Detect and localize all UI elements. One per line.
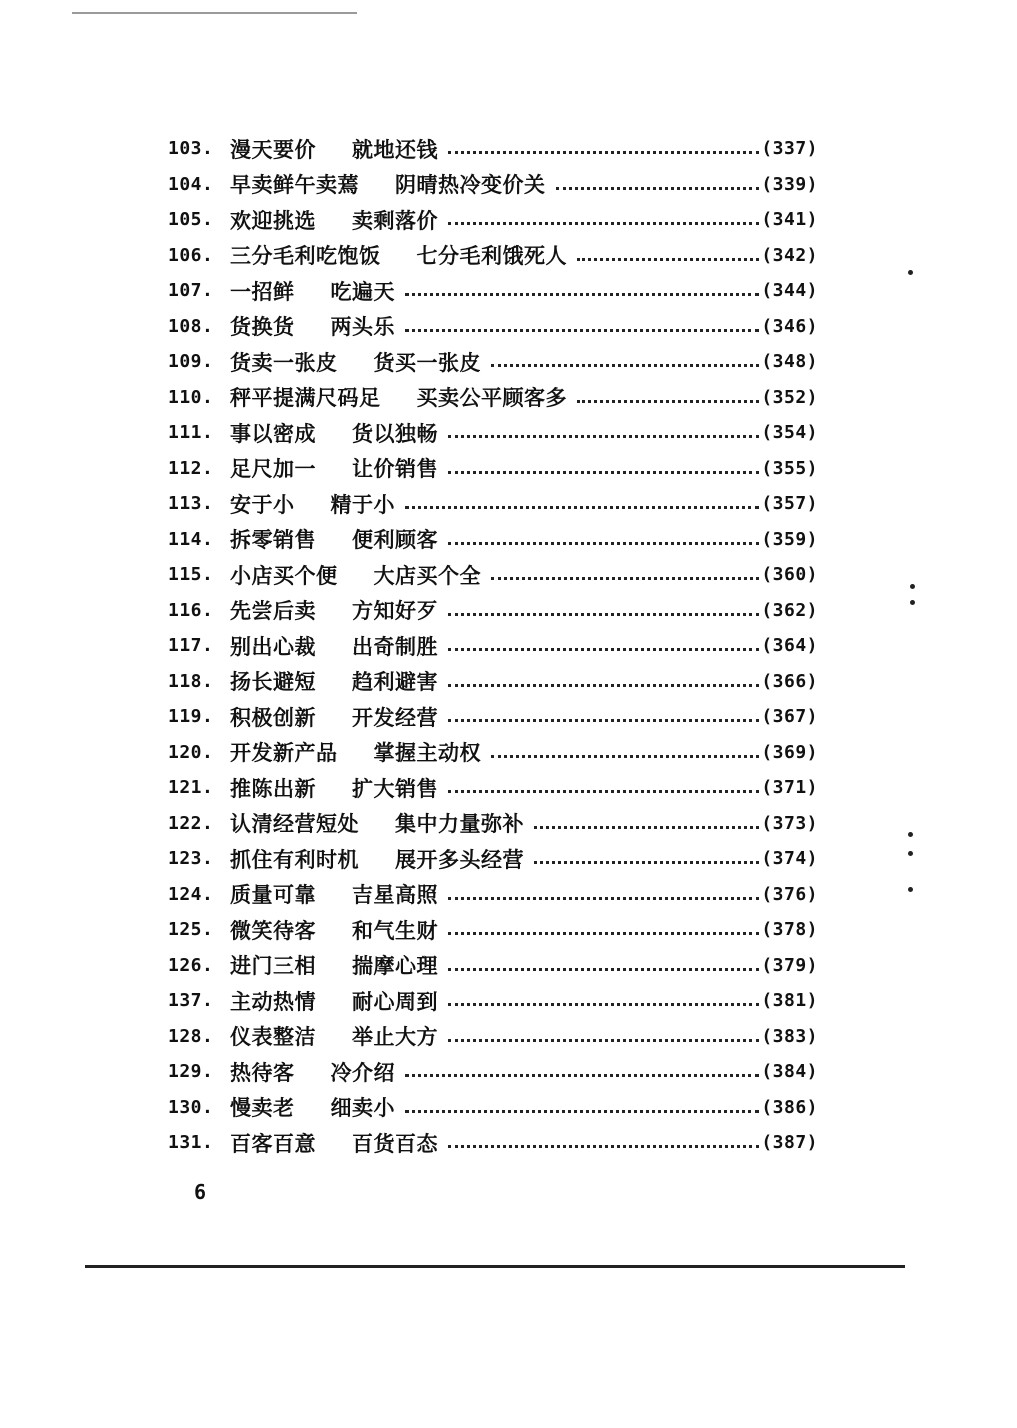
entry-number: 121. xyxy=(168,777,214,799)
dot-leader xyxy=(534,861,759,864)
entry-page-number: (341) xyxy=(761,209,818,231)
entry-number: 104. xyxy=(168,173,214,195)
entry-page-number: (360) xyxy=(761,564,818,586)
entry-title-second: 货买一张皮 xyxy=(373,349,481,375)
entry-number: 113. xyxy=(168,493,214,515)
entry-number: 109. xyxy=(168,351,214,373)
entry-page-number: (369) xyxy=(761,741,818,763)
toc-entry xyxy=(168,877,818,913)
scan-speck xyxy=(908,851,913,856)
entry-title-second: 大店买个全 xyxy=(373,562,481,588)
entry-title-first: 百客百意 xyxy=(230,1130,316,1156)
toc-entry xyxy=(168,202,818,238)
entry-page-number: (359) xyxy=(761,528,818,550)
scan-speck xyxy=(910,600,915,605)
dot-leader xyxy=(448,613,759,616)
entry-title-second: 买卖公平顾客多 xyxy=(416,385,567,411)
entry-title-second: 让价销售 xyxy=(352,456,438,482)
entry-number: 116. xyxy=(168,599,214,621)
toc-entry xyxy=(168,912,818,948)
dot-leader xyxy=(556,187,760,190)
dot-leader xyxy=(448,648,759,651)
toc-entry xyxy=(168,628,818,664)
entry-title-second: 集中力量弥补 xyxy=(395,811,524,837)
entry-title-second: 展开多头经营 xyxy=(395,846,524,872)
entry-title-second: 揣摩心理 xyxy=(352,953,438,979)
entry-page-number: (384) xyxy=(761,1061,818,1083)
entry-title-first: 秤平提满尺码足 xyxy=(230,385,381,411)
entry-page-number: (362) xyxy=(761,599,818,621)
dot-leader xyxy=(448,968,759,971)
entry-number: 103. xyxy=(168,138,214,160)
toc-entry xyxy=(168,806,818,842)
dot-leader xyxy=(491,577,759,580)
toc-entry xyxy=(168,1125,818,1161)
entry-page-number: (364) xyxy=(761,635,818,657)
entry-number: 105. xyxy=(168,209,214,231)
toc-entry xyxy=(168,415,818,451)
toc-entry xyxy=(168,451,818,487)
entry-page-number: (355) xyxy=(761,457,818,479)
dot-leader xyxy=(405,329,759,332)
scan-speck xyxy=(908,887,913,892)
entry-page-number: (352) xyxy=(761,386,818,408)
entry-title-second: 出奇制胜 xyxy=(352,633,438,659)
entry-title-first: 先尝后卖 xyxy=(230,598,316,624)
entry-title-first: 扬长避短 xyxy=(230,669,316,695)
page-number: 6 xyxy=(194,1180,207,1204)
toc-entry xyxy=(168,380,818,416)
toc-entry xyxy=(168,948,818,984)
entry-number: 110. xyxy=(168,386,214,408)
scan-speck xyxy=(908,270,913,275)
entry-number: 112. xyxy=(168,457,214,479)
entry-page-number: (373) xyxy=(761,812,818,834)
toc-entry xyxy=(168,522,818,558)
toc-entry xyxy=(168,557,818,593)
dot-leader xyxy=(448,471,759,474)
entry-title-second: 七分毛利饿死人 xyxy=(416,243,567,269)
dot-leader xyxy=(448,435,759,438)
entry-page-number: (346) xyxy=(761,315,818,337)
entry-title-second: 冷介绍 xyxy=(330,1059,395,1085)
entry-title-second: 卖剩落价 xyxy=(352,207,438,233)
entry-title-second: 吃遍天 xyxy=(330,278,395,304)
entry-page-number: (366) xyxy=(761,670,818,692)
entry-title-second: 阴晴热冷变价关 xyxy=(395,172,546,198)
toc-entry xyxy=(168,664,818,700)
entry-page-number: (381) xyxy=(761,990,818,1012)
entry-title-second: 精于小 xyxy=(330,491,395,517)
toc-entry xyxy=(168,167,818,203)
entry-title-first: 事以密成 xyxy=(230,420,316,446)
entry-title-first: 小店买个便 xyxy=(230,562,338,588)
entry-title-first: 早卖鲜午卖蔫 xyxy=(230,172,359,198)
entry-page-number: (337) xyxy=(761,138,818,160)
entry-page-number: (342) xyxy=(761,244,818,266)
entry-title-first: 拆零销售 xyxy=(230,527,316,553)
entry-title-first: 别出心裁 xyxy=(230,633,316,659)
dot-leader xyxy=(405,293,759,296)
entry-page-number: (386) xyxy=(761,1096,818,1118)
entry-number: 115. xyxy=(168,564,214,586)
entry-number: 111. xyxy=(168,422,214,444)
dot-leader xyxy=(448,1145,759,1148)
entry-title-first: 热待客 xyxy=(230,1059,295,1085)
entry-title-first: 认清经营短处 xyxy=(230,811,359,837)
entry-title-first: 进门三相 xyxy=(230,953,316,979)
entry-page-number: (379) xyxy=(761,954,818,976)
entry-title-second: 趋利避害 xyxy=(352,669,438,695)
toc-entry xyxy=(168,1054,818,1090)
toc-entry xyxy=(168,593,818,629)
scan-top-line xyxy=(72,12,357,14)
entry-page-number: (367) xyxy=(761,706,818,728)
toc-entry xyxy=(168,770,818,806)
dot-leader xyxy=(405,506,759,509)
scan-speck xyxy=(910,584,915,589)
entry-number: 120. xyxy=(168,741,214,763)
entry-title-first: 三分毛利吃饱饭 xyxy=(230,243,381,269)
entry-title-second: 百货百态 xyxy=(352,1130,438,1156)
entry-number: 118. xyxy=(168,670,214,692)
entry-page-number: (387) xyxy=(761,1132,818,1154)
entry-title-second: 开发经营 xyxy=(352,704,438,730)
entry-number: 117. xyxy=(168,635,214,657)
dot-leader xyxy=(491,364,759,367)
entry-title-first: 质量可靠 xyxy=(230,882,316,908)
entry-title-first: 欢迎挑选 xyxy=(230,207,316,233)
entry-title-second: 就地还钱 xyxy=(352,136,438,162)
toc-entry xyxy=(168,1090,818,1126)
entry-title-first: 开发新产品 xyxy=(230,740,338,766)
dot-leader xyxy=(448,1039,759,1042)
toc-entry xyxy=(168,699,818,735)
entry-number: 130. xyxy=(168,1096,214,1118)
entry-page-number: (348) xyxy=(761,351,818,373)
toc-entry xyxy=(168,983,818,1019)
entry-title-first: 一招鲜 xyxy=(230,278,295,304)
toc-entry xyxy=(168,131,818,167)
entry-number: 125. xyxy=(168,919,214,941)
entry-title-second: 举止大方 xyxy=(352,1024,438,1050)
entry-number: 108. xyxy=(168,315,214,337)
entry-title-first: 微笑待客 xyxy=(230,917,316,943)
entry-number: 131. xyxy=(168,1132,214,1154)
entry-number: 123. xyxy=(168,848,214,870)
dot-leader xyxy=(448,790,759,793)
toc-entry xyxy=(168,309,818,345)
dot-leader xyxy=(448,1003,759,1006)
entry-title-second: 吉星高照 xyxy=(352,882,438,908)
bottom-rule xyxy=(85,1265,905,1268)
table-of-contents xyxy=(168,131,818,1161)
dot-leader xyxy=(448,684,759,687)
dot-leader xyxy=(448,932,759,935)
dot-leader xyxy=(534,826,759,829)
entry-title-first: 仪表整洁 xyxy=(230,1024,316,1050)
toc-entry xyxy=(168,238,818,274)
entry-page-number: (383) xyxy=(761,1025,818,1047)
entry-title-second: 货以独畅 xyxy=(352,420,438,446)
entry-title-first: 货卖一张皮 xyxy=(230,349,338,375)
entry-title-first: 漫天要价 xyxy=(230,136,316,162)
entry-number: 124. xyxy=(168,883,214,905)
entry-title-second: 两头乐 xyxy=(330,314,395,340)
toc-entry xyxy=(168,344,818,380)
entry-title-first: 货换货 xyxy=(230,314,295,340)
entry-title-second: 和气生财 xyxy=(352,917,438,943)
entry-title-first: 抓住有利时机 xyxy=(230,846,359,872)
entry-title-second: 方知好歹 xyxy=(352,598,438,624)
entry-number: 114. xyxy=(168,528,214,550)
dot-leader xyxy=(448,222,759,225)
dot-leader xyxy=(491,755,759,758)
dot-leader xyxy=(448,542,759,545)
dot-leader xyxy=(405,1074,759,1077)
dot-leader xyxy=(405,1110,759,1113)
entry-title-second: 细卖小 xyxy=(330,1095,395,1121)
entry-page-number: (357) xyxy=(761,493,818,515)
entry-title-second: 扩大销售 xyxy=(352,775,438,801)
entry-title-first: 慢卖老 xyxy=(230,1095,295,1121)
dot-leader xyxy=(448,897,759,900)
entry-number: 126. xyxy=(168,954,214,976)
entry-title-second: 耐心周到 xyxy=(352,988,438,1014)
entry-number: 106. xyxy=(168,244,214,266)
entry-title-second: 便利顾客 xyxy=(352,527,438,553)
entry-page-number: (344) xyxy=(761,280,818,302)
toc-entry xyxy=(168,486,818,522)
entry-number: 129. xyxy=(168,1061,214,1083)
toc-entry xyxy=(168,841,818,877)
toc-entry xyxy=(168,735,818,771)
entry-page-number: (354) xyxy=(761,422,818,444)
toc-entry xyxy=(168,1019,818,1055)
entry-page-number: (374) xyxy=(761,848,818,870)
entry-title-first: 积极创新 xyxy=(230,704,316,730)
entry-title-first: 足尺加一 xyxy=(230,456,316,482)
entry-number: 137. xyxy=(168,990,214,1012)
entry-number: 119. xyxy=(168,706,214,728)
entry-page-number: (378) xyxy=(761,919,818,941)
entry-number: 107. xyxy=(168,280,214,302)
entry-title-second: 掌握主动权 xyxy=(373,740,481,766)
scan-speck xyxy=(908,832,913,837)
entry-title-first: 主动热情 xyxy=(230,988,316,1014)
dot-leader xyxy=(577,258,759,261)
dot-leader xyxy=(448,719,759,722)
entry-page-number: (371) xyxy=(761,777,818,799)
entry-title-first: 安于小 xyxy=(230,491,295,517)
entry-number: 122. xyxy=(168,812,214,834)
entry-title-first: 推陈出新 xyxy=(230,775,316,801)
entry-number: 128. xyxy=(168,1025,214,1047)
toc-entry xyxy=(168,273,818,309)
entry-page-number: (376) xyxy=(761,883,818,905)
dot-leader xyxy=(448,151,759,154)
entry-page-number: (339) xyxy=(761,173,818,195)
dot-leader xyxy=(577,400,759,403)
